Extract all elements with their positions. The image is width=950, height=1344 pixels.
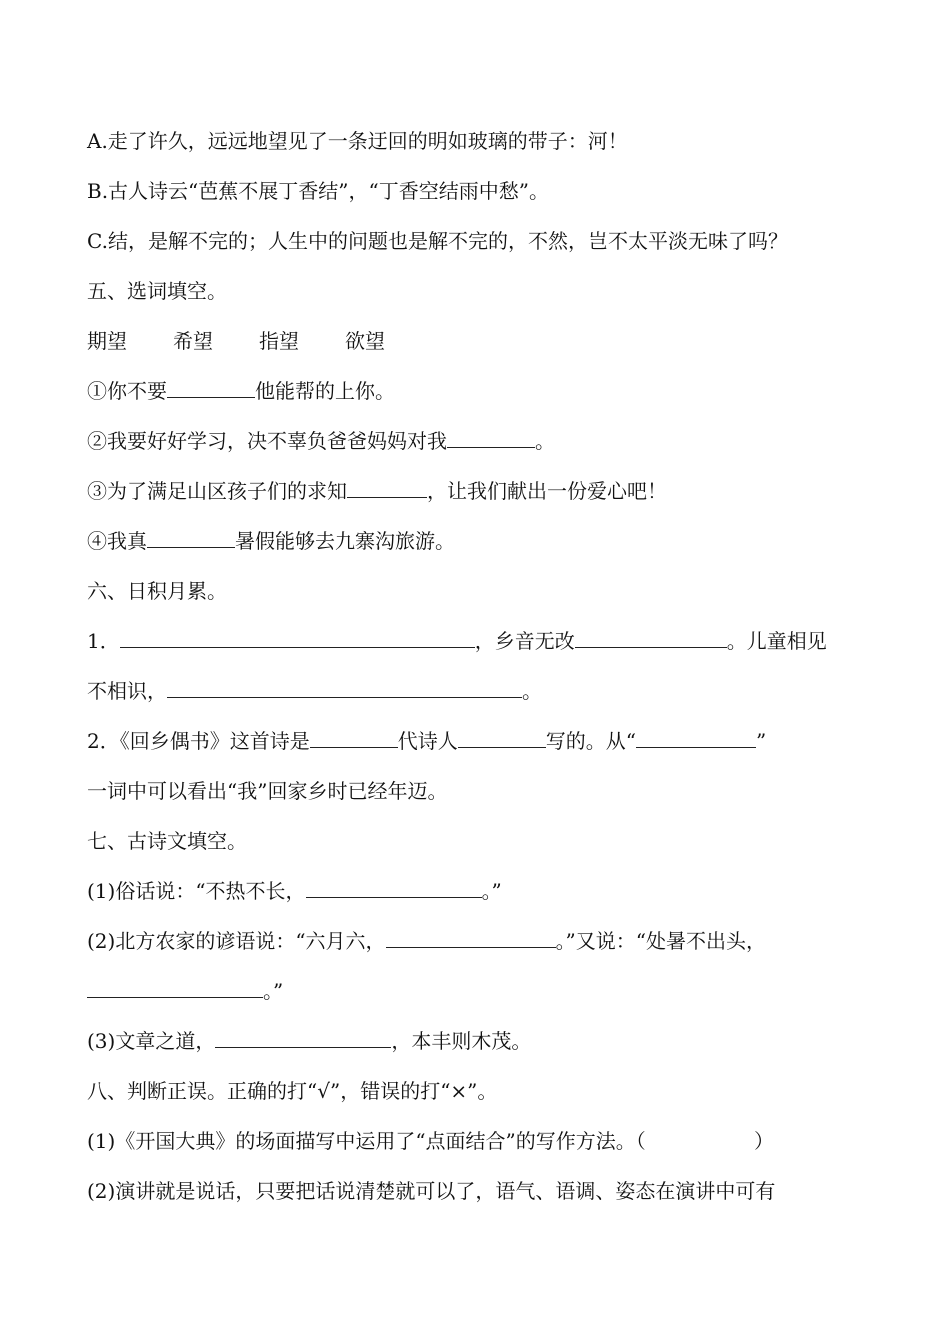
section5-title: 五、选词填空。 bbox=[87, 279, 227, 303]
question-5-2: ②我要好好学习，决不辜负爸爸妈妈对我 。 bbox=[87, 429, 555, 453]
question-8-1: (1)《开国大典》的场面描写中运用了“点面结合”的写作方法。（ ） bbox=[87, 1129, 774, 1153]
question-7-3: (3)文章之道， ，本丰则木茂。 bbox=[87, 1029, 532, 1053]
answer-blank[interactable] bbox=[87, 977, 263, 998]
question-6-2: 2．《回乡偶书》这首诗是 代诗人 写的。从“ ” bbox=[87, 729, 767, 753]
option-c: C.结，是解不完的；人生中的问题也是解不完的，不然，岂不太平淡无味了吗？ bbox=[87, 229, 788, 253]
question-7-2: (2)北方农家的谚语说：“六月六， 。”又说：“处暑不出头， bbox=[87, 929, 767, 953]
option-b: B.古人诗云“芭蕉不展丁香结”，“丁香空结雨中愁”。 bbox=[87, 179, 549, 203]
answer-blank[interactable] bbox=[636, 727, 756, 748]
word-bank bbox=[87, 327, 431, 355]
answer-blank[interactable] bbox=[310, 727, 398, 748]
word-option: 期望 bbox=[87, 329, 127, 353]
question-5-3: ③为了满足山区孩子们的求知 ，让我们献出一份爱心吧！ bbox=[87, 479, 667, 503]
answer-blank[interactable] bbox=[386, 927, 556, 948]
answer-blank[interactable] bbox=[147, 527, 235, 548]
question-6-2-cont: 一词中可以看出“我”回家乡时已经年迈。 bbox=[87, 779, 448, 803]
word-option: 指望 bbox=[259, 329, 299, 353]
answer-blank[interactable] bbox=[167, 677, 522, 698]
question-6-1: 1． ，乡音无改 。儿童相见 bbox=[87, 629, 827, 653]
answer-blank[interactable] bbox=[458, 727, 546, 748]
answer-blank[interactable] bbox=[167, 377, 255, 398]
section7-title: 七、古诗文填空。 bbox=[87, 829, 247, 853]
word-option: 希望 bbox=[173, 329, 213, 353]
answer-blank[interactable] bbox=[215, 1027, 391, 1048]
answer-blank[interactable] bbox=[347, 477, 427, 498]
question-5-1: ①你不要 他能帮的上你。 bbox=[87, 379, 395, 403]
section8-title: 八、判断正误。正确的打“√”，错误的打“×”。 bbox=[87, 1079, 498, 1103]
question-6-1-cont: 不相识， 。 bbox=[87, 679, 542, 703]
answer-blank[interactable] bbox=[120, 627, 475, 648]
section6-title: 六、日积月累。 bbox=[87, 579, 227, 603]
question-5-4: ④我真 暑假能够去九寨沟旅游。 bbox=[87, 529, 455, 553]
answer-blank[interactable] bbox=[575, 627, 727, 648]
option-a: A.走了许久，远远地望见了一条迂回的明如玻璃的带子：河！ bbox=[87, 129, 628, 153]
question-7-1: (1)俗话说：“不热不长， 。” bbox=[87, 879, 502, 903]
question-7-2-cont: 。” bbox=[87, 977, 283, 1005]
answer-blank[interactable] bbox=[447, 427, 535, 448]
answer-bracket-close: ） bbox=[754, 1129, 774, 1153]
answer-blank[interactable] bbox=[306, 877, 482, 898]
word-option: 欲望 bbox=[345, 329, 385, 353]
question-8-2: (2)演讲就是说话，只要把话说清楚就可以了，语气、语调、姿态在演讲中可有 bbox=[87, 1179, 776, 1203]
